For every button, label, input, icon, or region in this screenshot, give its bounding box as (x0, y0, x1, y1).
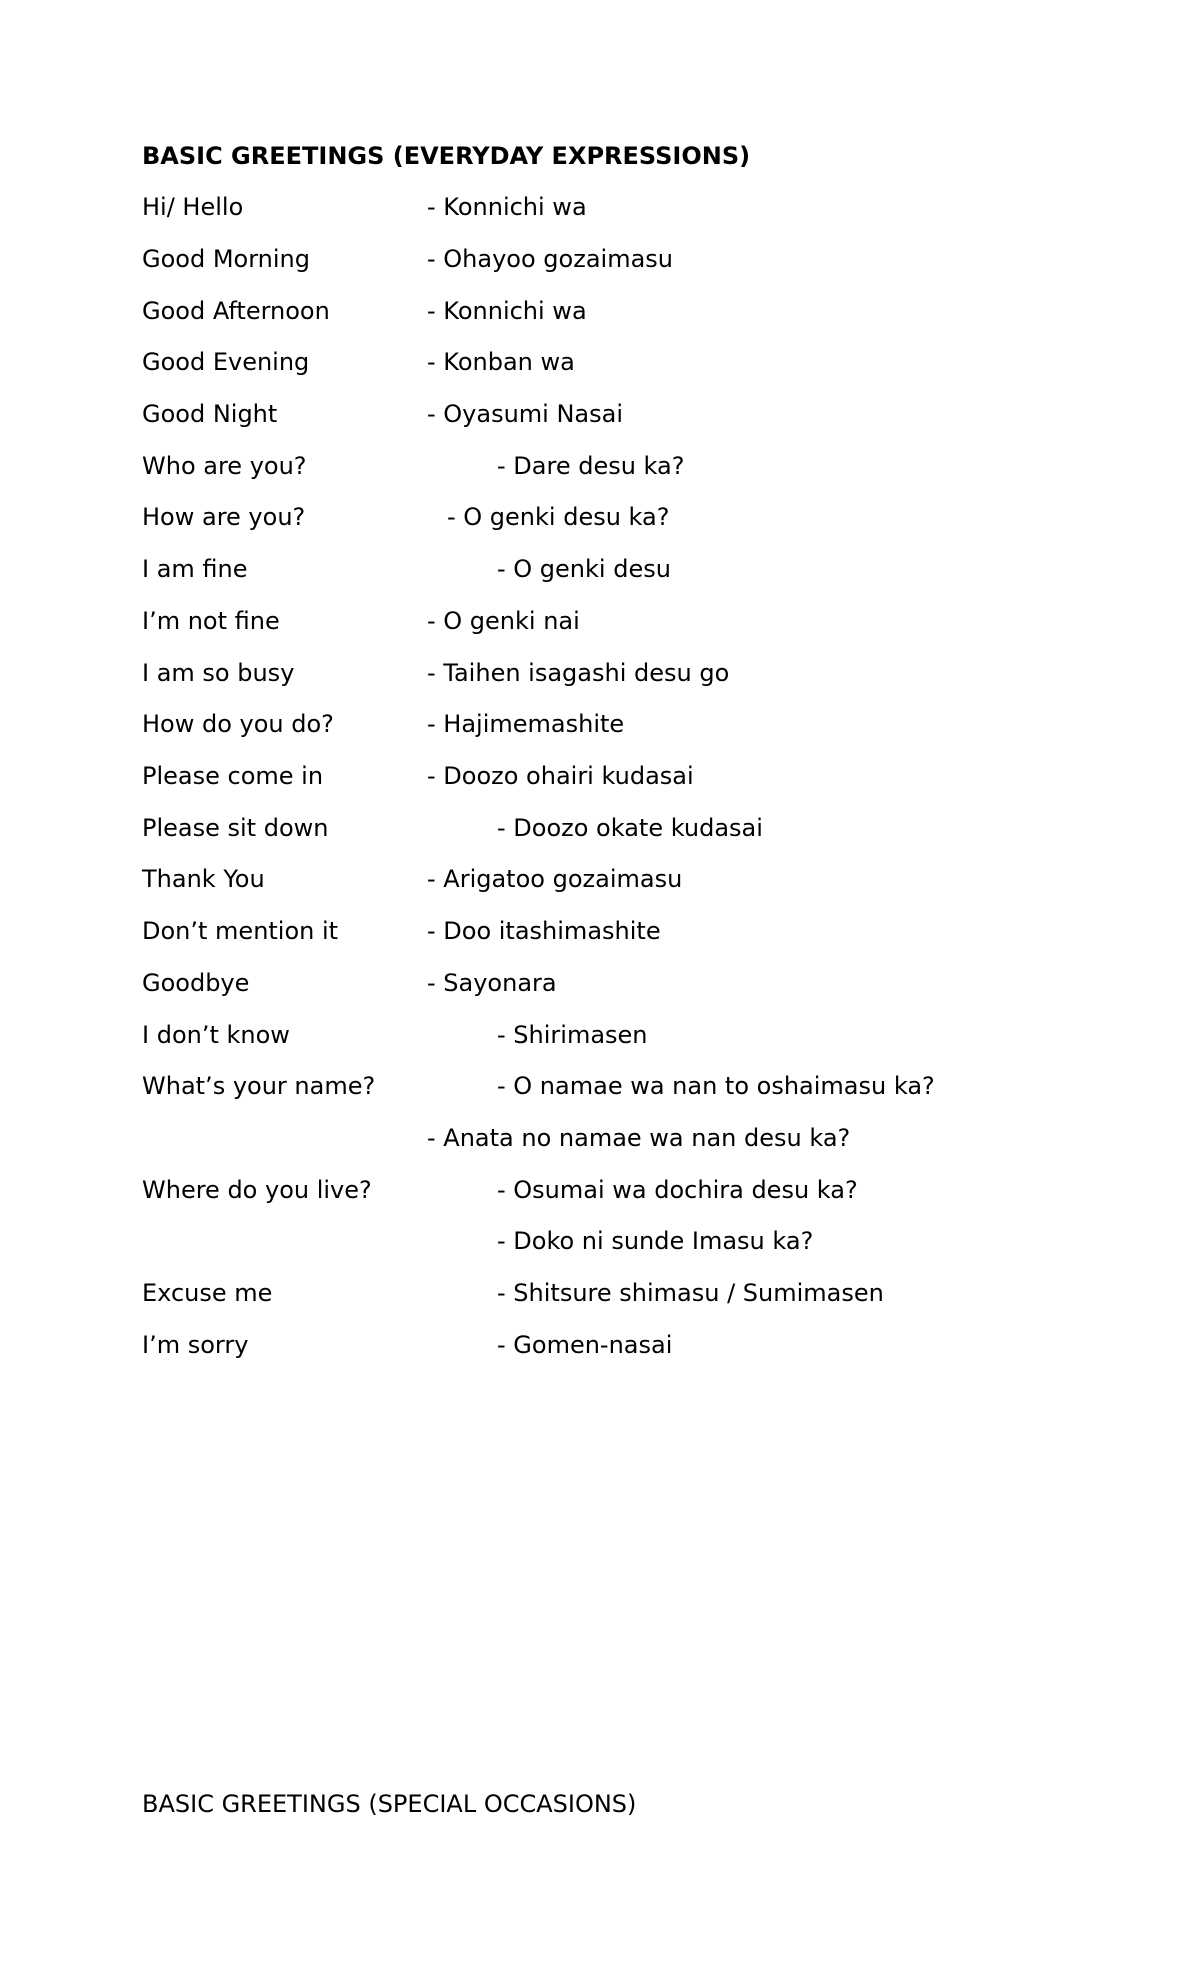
heading-everyday-expressions: BASIC GREETINGS (EVERYDAY EXPRESSIONS) (142, 142, 751, 170)
english-phrase: Good Evening (142, 348, 310, 376)
japanese-phrase: - Konnichi wa (427, 193, 587, 221)
japanese-phrase: - Doozo okate kudasai (497, 814, 763, 842)
english-phrase: I am so busy (142, 659, 295, 687)
japanese-phrase: - O namae wa nan to oshaimasu ka? (497, 1072, 935, 1100)
english-phrase: I am fine (142, 555, 248, 583)
japanese-phrase: - Taihen isagashi desu go (427, 659, 730, 687)
japanese-phrase: - O genki desu ka? (447, 503, 670, 531)
english-phrase: Good Afternoon (142, 297, 330, 325)
greeting-row (0, 554, 1200, 584)
greeting-row (0, 864, 1200, 894)
english-phrase: Where do you live? (142, 1176, 372, 1204)
greeting-row (0, 1175, 1200, 1205)
greeting-row (0, 502, 1200, 532)
english-phrase: Good Night (142, 400, 278, 428)
english-phrase: What’s your name? (142, 1072, 376, 1100)
japanese-phrase: - Sayonara (427, 969, 557, 997)
japanese-phrase: - Oyasumi Nasai (427, 400, 624, 428)
japanese-phrase: - Konnichi wa (427, 297, 587, 325)
heading-special-occasions: BASIC GREETINGS (SPECIAL OCCASIONS) (142, 1790, 637, 1818)
english-phrase: How do you do? (142, 710, 334, 738)
japanese-phrase: - Konban wa (427, 348, 575, 376)
greeting-row (0, 296, 1200, 326)
japanese-phrase: - Shirimasen (497, 1021, 648, 1049)
greeting-row (0, 1071, 1200, 1101)
greeting-row (0, 761, 1200, 791)
english-phrase: Please come in (142, 762, 324, 790)
greeting-row (0, 451, 1200, 481)
english-phrase: Good Morning (142, 245, 310, 273)
greeting-row (0, 1020, 1200, 1050)
japanese-phrase: - Doo itashimashite (427, 917, 661, 945)
greeting-row (0, 1123, 1200, 1153)
japanese-phrase: - Ohayoo gozaimasu (427, 245, 673, 273)
japanese-phrase: - O genki desu (497, 555, 671, 583)
english-phrase: I’m sorry (142, 1331, 249, 1359)
greeting-row (0, 916, 1200, 946)
japanese-phrase: - Doozo ohairi kudasai (427, 762, 694, 790)
japanese-phrase: - Dare desu ka? (497, 452, 685, 480)
greeting-row (0, 244, 1200, 274)
english-phrase: Please sit down (142, 814, 329, 842)
english-phrase: Don’t mention it (142, 917, 339, 945)
japanese-phrase: - Hajimemashite (427, 710, 625, 738)
english-phrase: Hi/ Hello (142, 193, 244, 221)
greeting-row (0, 606, 1200, 636)
japanese-phrase: - Doko ni sunde Imasu ka? (497, 1227, 814, 1255)
greeting-row (0, 347, 1200, 377)
japanese-phrase: - Arigatoo gozaimasu (427, 865, 683, 893)
english-phrase: How are you? (142, 503, 306, 531)
greeting-row (0, 1278, 1200, 1308)
english-phrase: Who are you? (142, 452, 307, 480)
japanese-phrase: - O genki nai (427, 607, 580, 635)
english-phrase: Excuse me (142, 1279, 273, 1307)
greeting-row (0, 813, 1200, 843)
japanese-phrase: - Osumai wa dochira desu ka? (497, 1176, 858, 1204)
english-phrase: I’m not fine (142, 607, 280, 635)
greeting-row (0, 968, 1200, 998)
japanese-phrase: - Shitsure shimasu / Sumimasen (497, 1279, 884, 1307)
japanese-phrase: - Gomen-nasai (497, 1331, 673, 1359)
greeting-row (0, 399, 1200, 429)
greeting-row (0, 709, 1200, 739)
english-phrase: I don’t know (142, 1021, 290, 1049)
english-phrase: Thank You (142, 865, 265, 893)
japanese-phrase: - Anata no namae wa nan desu ka? (427, 1124, 851, 1152)
greeting-row (0, 658, 1200, 688)
greeting-row (0, 1226, 1200, 1256)
english-phrase: Goodbye (142, 969, 250, 997)
greeting-row (0, 1330, 1200, 1360)
greeting-row (0, 192, 1200, 222)
